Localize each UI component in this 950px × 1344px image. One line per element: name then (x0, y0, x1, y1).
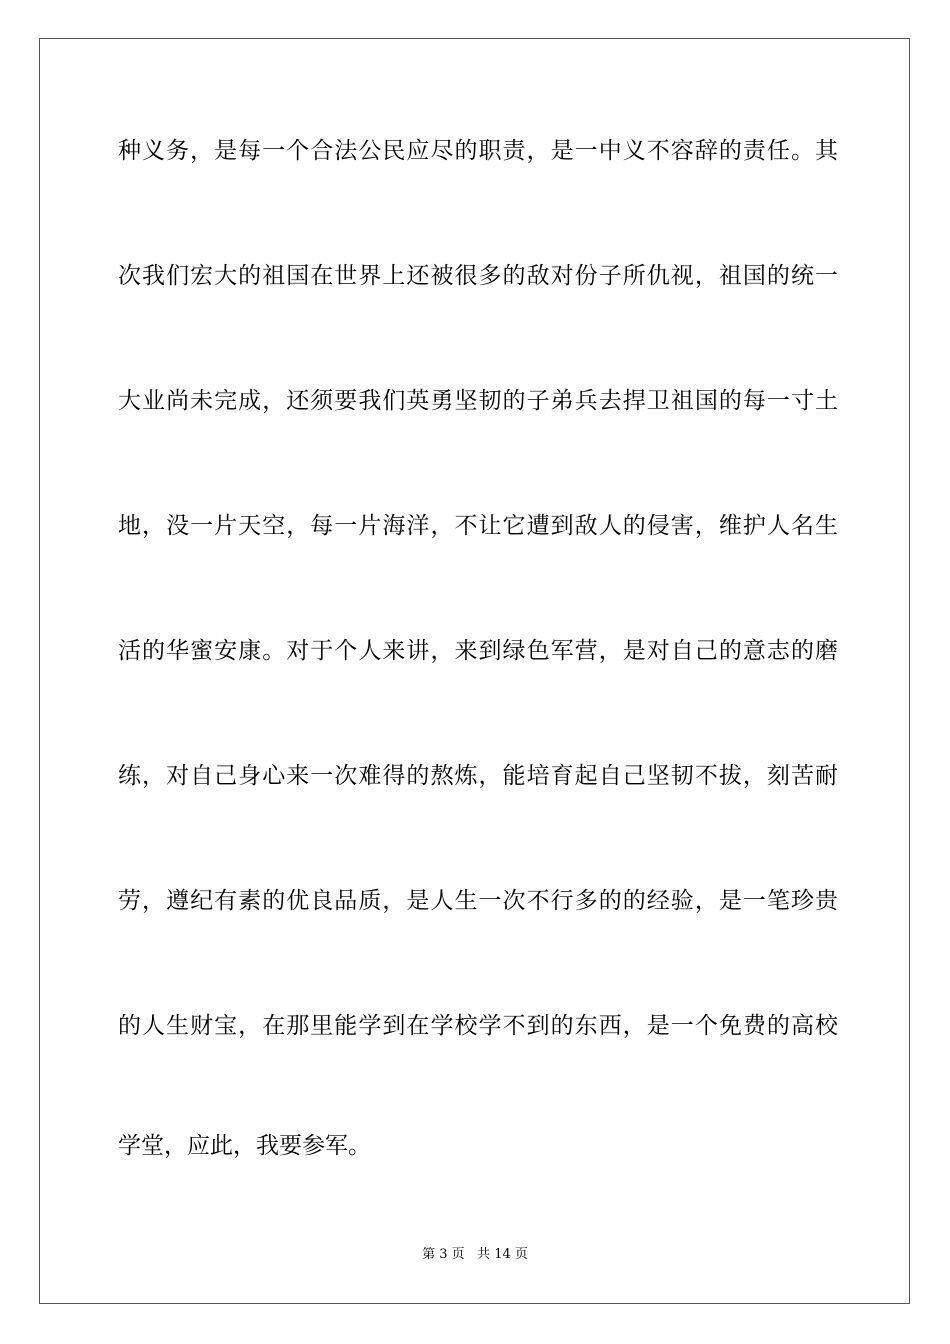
body-text-line-4: 地，没一片天空，每一片海洋，不让它遭到敌人的侵害，维护人名生 (118, 513, 838, 539)
body-text-line-2: 次我们宏大的祖国在世界上还被很多的敌对份子所仇视，祖国的统一 (118, 263, 838, 289)
page-border (39, 38, 910, 1304)
body-text-line-5: 活的华蜜安康。对于个人来讲，来到绿色军营，是对自己的意志的磨 (118, 638, 838, 664)
page-number-footer: 第 3 页 共 14 页 (422, 1247, 528, 1262)
body-text-line-8: 的人生财宝，在那里能学到在学校学不到的东西，是一个免费的高校 (118, 1013, 838, 1039)
body-text-line-6: 练，对自己身心来一次难得的熬炼，能培育起自己坚韧不拔，刻苦耐 (118, 763, 838, 789)
body-text-line-9: 学堂，应此，我要参军。 (118, 1133, 371, 1159)
body-text-line-3: 大业尚未完成，还须要我们英勇坚韧的子弟兵去捍卫祖国的每一寸土 (118, 388, 838, 414)
body-text-line-1: 种义务，是每一个合法公民应尽的职责，是一中义不容辞的责任。其 (118, 138, 838, 164)
body-text-line-7: 劳，遵纪有素的优良品质，是人生一次不行多的的经验，是一笔珍贵 (118, 888, 838, 914)
